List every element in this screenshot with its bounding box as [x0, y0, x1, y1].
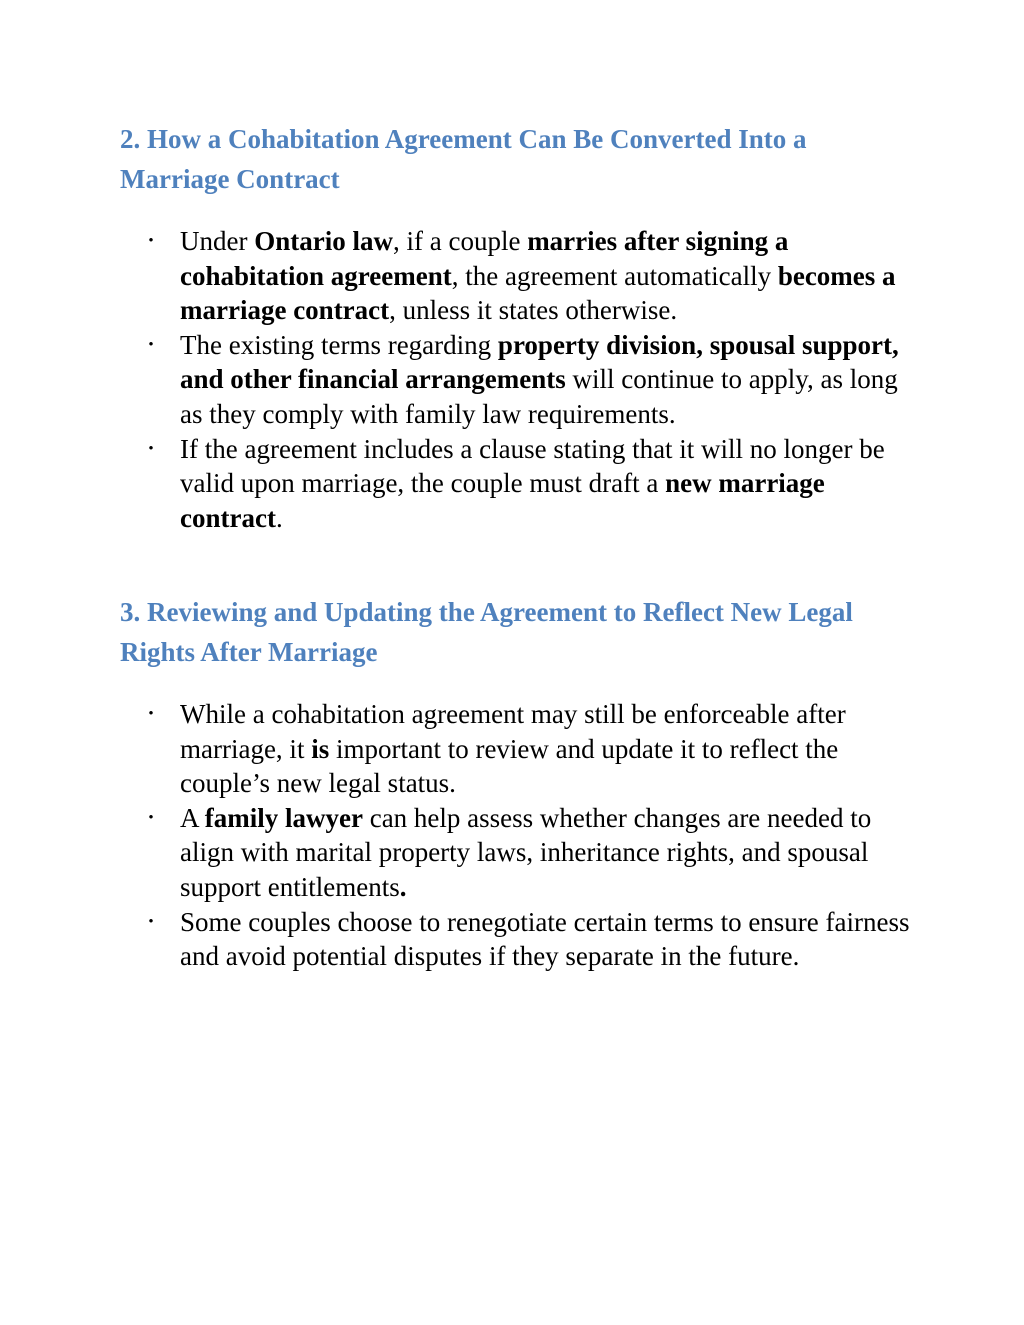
bullet-icon: •	[148, 913, 154, 930]
item-bold-text: is	[311, 733, 330, 764]
item-text: The existing terms regarding	[180, 329, 498, 360]
item-text: Under	[180, 226, 255, 256]
list-item	[148, 697, 910, 801]
item-bold-text: new marriage contract	[180, 468, 825, 533]
list-item	[148, 432, 910, 536]
bullet-icon: •	[148, 336, 154, 353]
item-text: .	[275, 502, 283, 533]
item-bold-text: property division, spousal support, and other financial arrangements	[180, 329, 899, 395]
list-item	[148, 905, 910, 974]
item-text: can help assess whether changes are needed to align with marital property laws, inheritance rights, and spousal support entitlements	[180, 802, 872, 902]
item-bold-text: family lawyer	[204, 802, 363, 833]
section-heading-reviewing-updating: 3. Reviewing and Updating the Agreement to Reflect New Legal Rights After Marriage	[120, 597, 853, 667]
item-text: will continue to apply, as long as they comply with family law requirements.	[180, 364, 898, 429]
item-bold-text: marries after signing a cohabitation agreement	[180, 226, 789, 291]
item-bold-text: .	[399, 871, 407, 902]
bullet-list-conversion	[148, 224, 910, 535]
item-text: , the agreement automatically	[451, 260, 778, 291]
item-text: While a cohabitation agreement may still be enforceable after marriage, it	[180, 699, 846, 764]
item-bold-text: becomes a marriage contract	[180, 260, 896, 326]
list-item	[148, 224, 910, 328]
item-text: A	[180, 802, 205, 833]
item-text: , unless it states otherwise.	[389, 295, 678, 326]
item-bold-text: Ontario law	[254, 226, 393, 256]
list-item	[148, 328, 910, 432]
section-heading-cohabitation-conversion: 2. How a Cohabitation Agreement Can Be Converted Into a Marriage Contract	[120, 124, 807, 194]
item-text: Some couples choose to renegotiate certain terms to ensure fairness and avoid potential disputes if they separate in the future.	[180, 906, 910, 972]
bullet-icon: •	[148, 233, 154, 249]
item-text: important to review and update it to reflect the couple’s new legal status.	[180, 733, 839, 799]
item-text: , if a couple	[392, 226, 528, 256]
item-text: If the agreement includes a clause stating that it will no longer be valid upon marriage, the couple must draft a	[180, 433, 885, 499]
list-item	[148, 801, 910, 905]
bullet-icon: •	[148, 706, 154, 722]
bullet-icon: •	[148, 440, 154, 457]
bullet-icon: •	[148, 809, 154, 826]
bullet-list-reviewing	[148, 697, 910, 974]
